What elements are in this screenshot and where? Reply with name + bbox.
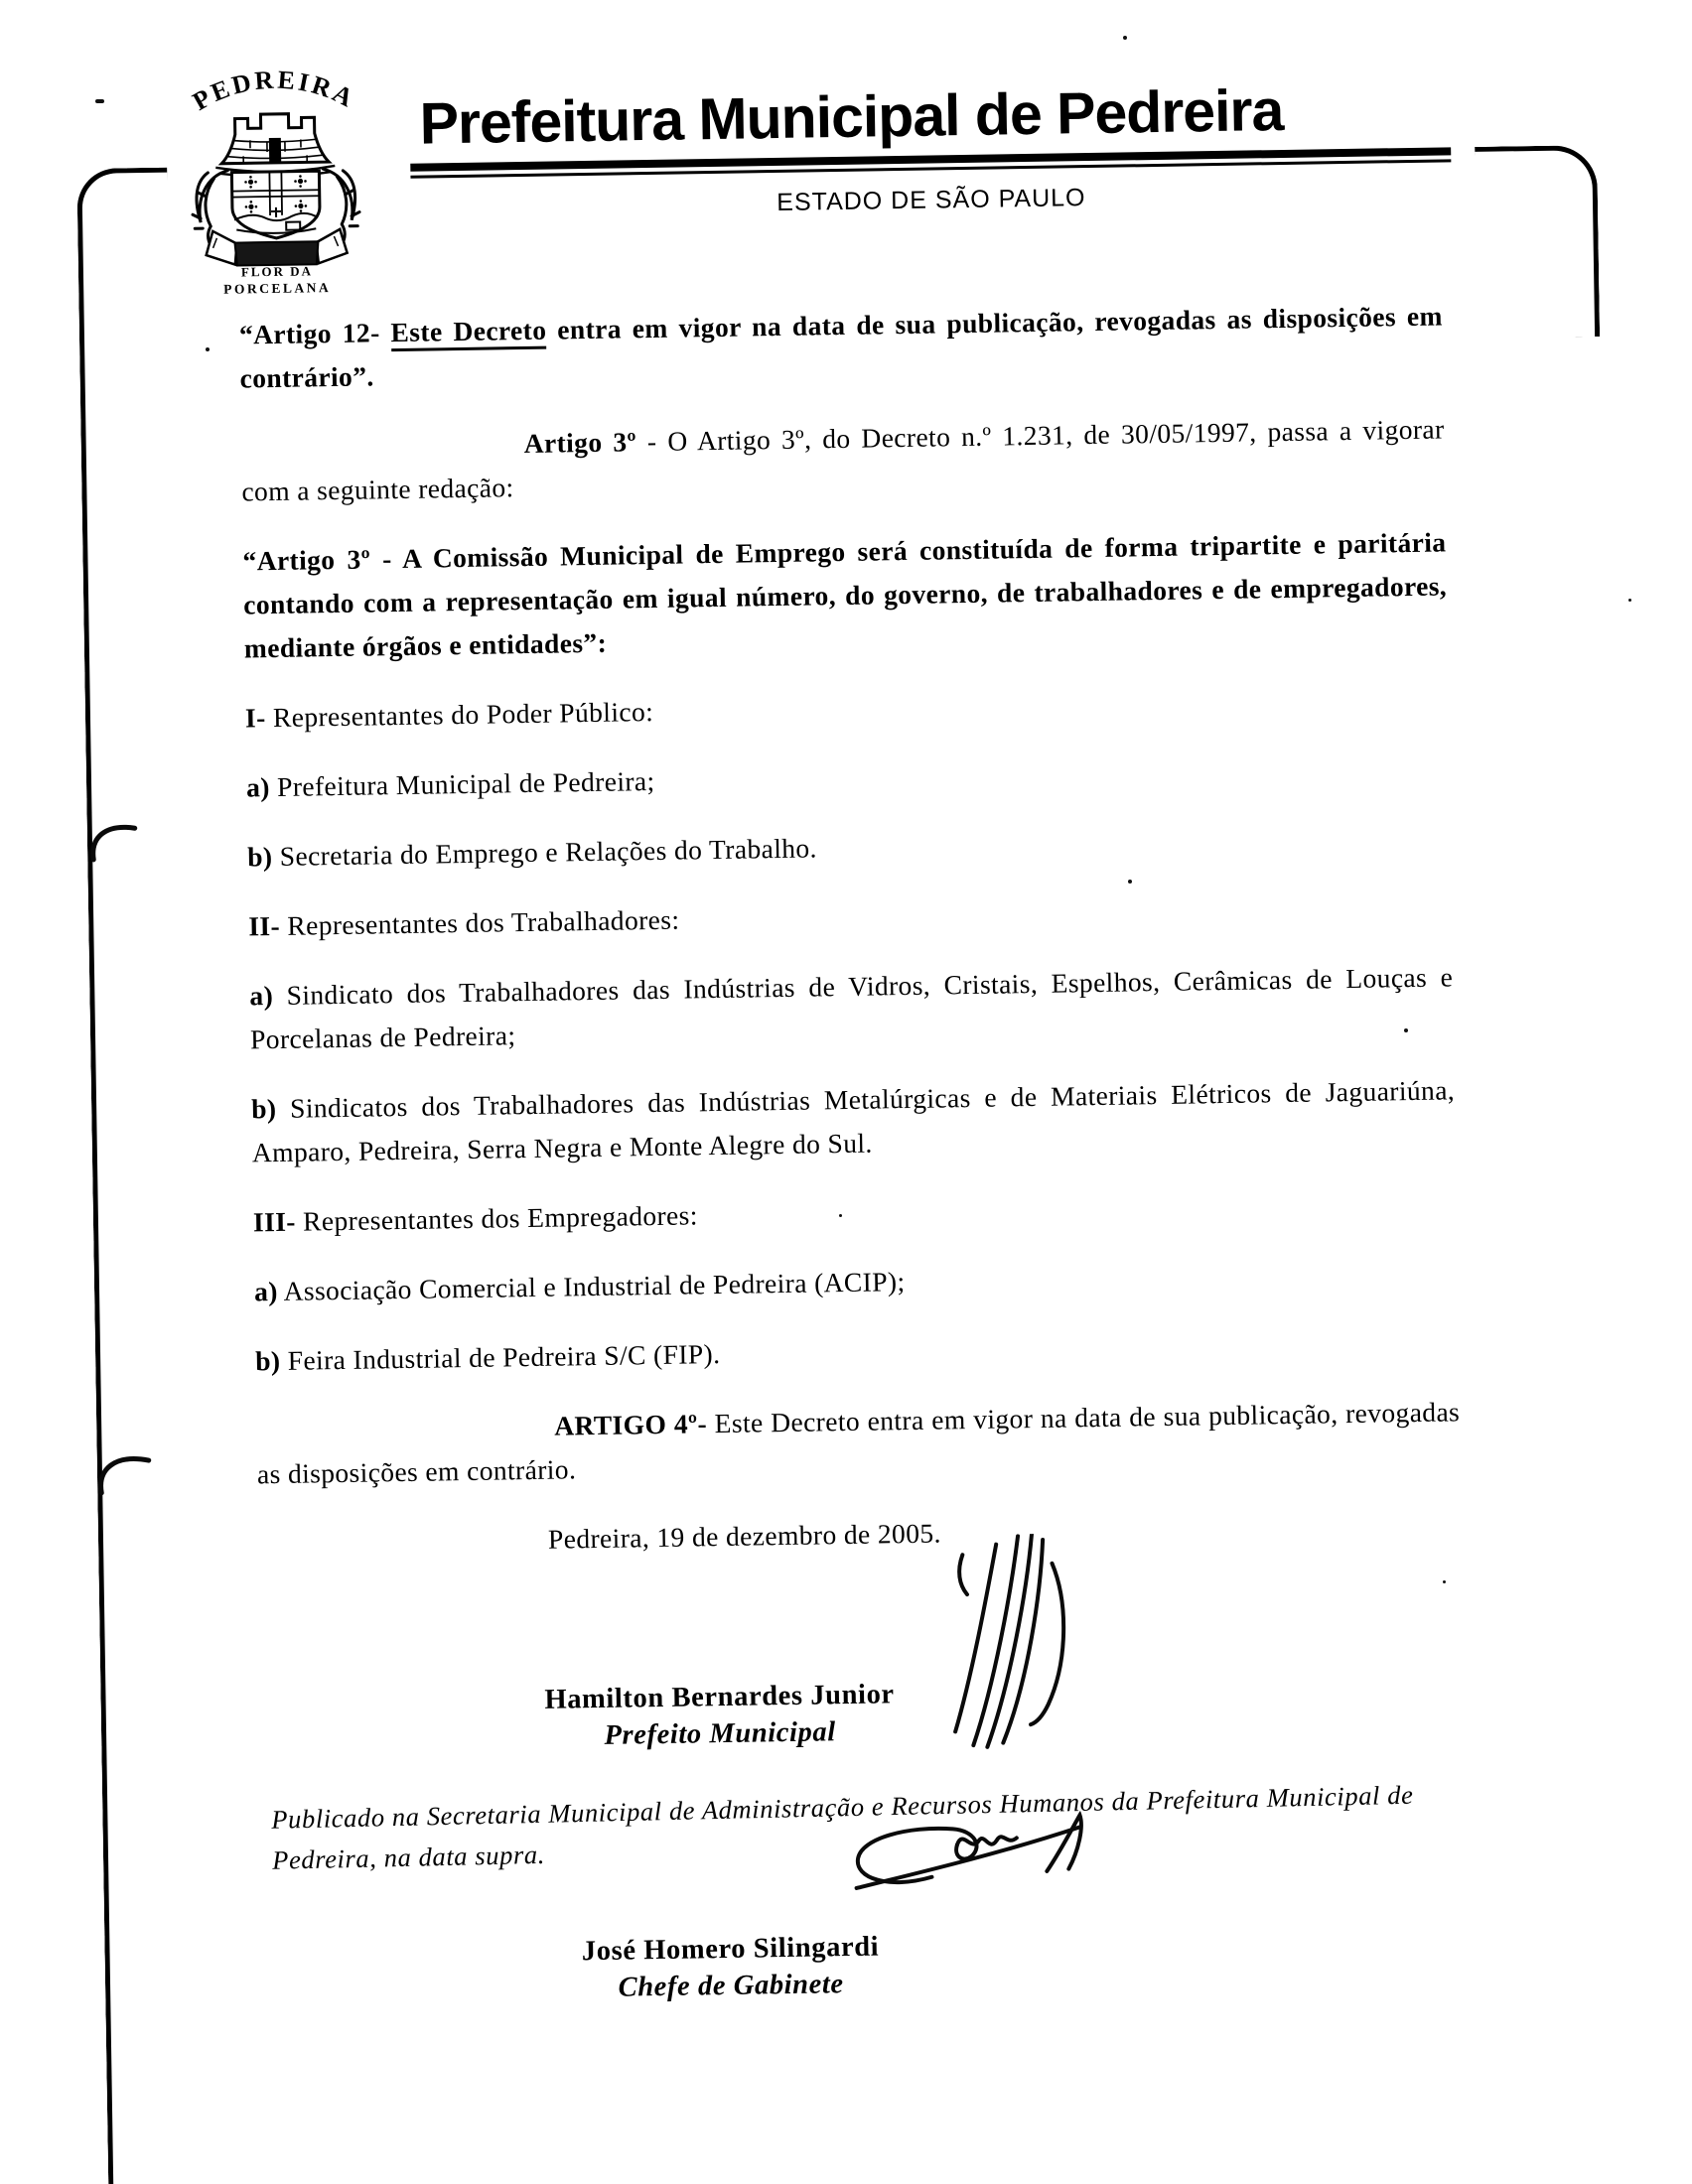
- list-item: [254, 1251, 1459, 1313]
- section-heading-2: [248, 886, 1453, 948]
- mayor-signature-ink: [901, 1533, 1082, 1754]
- scan-noise-dot: [1628, 599, 1631, 602]
- paragraph-artigo3-intro: [240, 407, 1445, 513]
- artigo12-prefix: “Artigo 12-: [238, 317, 391, 350]
- crest-shield: [231, 171, 320, 238]
- scan-noise-dot: [95, 99, 104, 103]
- pen-mark: [89, 819, 142, 868]
- section-heading-1: [245, 677, 1450, 740]
- artigo12-underlined: Este Decreto: [390, 315, 546, 351]
- item-text: Feira Industrial de Pedreira S/C (FIP).: [287, 1338, 721, 1376]
- section-heading-3: [253, 1181, 1458, 1244]
- item-text: Prefeitura Municipal de Pedreira;: [276, 764, 655, 802]
- list-item: [255, 1320, 1460, 1383]
- section-1-number: I-: [244, 702, 266, 734]
- page-frame-left: [76, 168, 200, 2184]
- scan-noise-dot: [839, 1214, 842, 1217]
- item-text: Secretaria do Emprego e Relações do Trabalho.: [279, 832, 818, 872]
- signature-block-chief: [492, 1930, 969, 2006]
- chief-name: José Homero Silingardi: [581, 1931, 880, 1968]
- crest-motto-line1: FLOR DA: [240, 263, 314, 280]
- decree-body: [239, 294, 1463, 1591]
- paragraph-artigo12: [239, 294, 1444, 400]
- list-item: [249, 955, 1454, 1061]
- scan-noise-dot: [1123, 36, 1127, 40]
- scan-noise-dot: [206, 347, 210, 351]
- list-item: [246, 747, 1451, 809]
- item-label: b): [254, 1344, 281, 1377]
- section-2-number: II-: [248, 909, 281, 942]
- artigo3-label: Artigo 3º: [523, 426, 637, 460]
- header-subtitle: ESTADO DE SÃO PAULO: [776, 184, 1086, 216]
- pen-mark: [97, 1450, 156, 1501]
- letterhead: [409, 77, 1452, 222]
- item-label: a): [249, 980, 274, 1012]
- list-item: [251, 1068, 1456, 1174]
- item-label: a): [245, 771, 271, 803]
- scan-noise-dot: [1128, 880, 1132, 884]
- item-text: Associação Comercial e Industrial de Pedreira (ACIP);: [283, 1266, 906, 1306]
- item-text: Sindicatos dos Trabalhadores das Indústrias Metalúrgicas e de Materiais Elétricos de Jaguariúna, Amparo, Pedreira, Serra Negra e Monte Alegre do Sul.: [251, 1074, 1456, 1168]
- item-label: b): [246, 841, 273, 873]
- crest-crown-door: [269, 138, 281, 163]
- crest-city-name: PEDREIRA: [188, 67, 360, 116]
- paragraph-artigo3-quote: “Artigo 3º - A Comissão Municipal de Emprego será constituída de forma tripartite e paritária contando com a representação em igual número, do governo, de trabalhadores e de empregadores, mediante órgãos e entidades”:: [242, 526, 1448, 664]
- section-3-number: III-: [252, 1205, 297, 1238]
- paragraph-artigo4: [256, 1390, 1461, 1496]
- scan-noise-dot: [1443, 1580, 1446, 1583]
- artigo12-suffix: entra em vigor na data de sua publicação, revogadas as disposições em contrário”.: [239, 300, 1444, 394]
- publication-note: Publicado na Secretaria Municipal de Administração e Recursos Humanos da Prefeitura Municipal de Pedreira, na data supra.: [270, 1779, 1414, 1875]
- chief-signature-ink: [835, 1811, 1115, 1914]
- dateline: Pedreira, 19 de dezembro de 2005.: [547, 1517, 942, 1555]
- mayor-name: Hamilton Bernardes Junior: [544, 1679, 895, 1715]
- artigo4-label: ARTIGO 4º-: [554, 1408, 708, 1441]
- chief-role: Chefe de Gabinete: [618, 1969, 844, 2003]
- signature-block-mayor: [481, 1678, 958, 1754]
- municipal-crest: [155, 67, 399, 301]
- artigo4-text: Este Decreto entra em vigor na data de sua publicação, revogadas as disposições em contrário.: [256, 1396, 1461, 1490]
- section-3-title: Representantes dos Empregadores:: [302, 1199, 699, 1237]
- item-text: Sindicato dos Trabalhadores das Indústrias de Vidros, Cristais, Espelhos, Cerâmicas de Louças e Porcelanas de Pedreira;: [249, 961, 1454, 1055]
- crest-motto-line2: PORCELANA: [223, 280, 332, 297]
- mayor-role: Prefeito Municipal: [604, 1716, 836, 1751]
- list-item: [247, 816, 1452, 879]
- section-1-title: Representantes do Poder Público:: [272, 695, 654, 734]
- page-title: Prefeitura Municipal de Pedreira: [419, 76, 1284, 157]
- scan-noise-dot: [1404, 1028, 1408, 1032]
- artigo3-text: - O Artigo 3º, do Decreto n.º 1.231, de 30/05/1997, passa a vigorar com a seguinte redação:: [241, 413, 1445, 507]
- page-frame-right-corner: [1475, 145, 1600, 339]
- item-label: a): [253, 1276, 279, 1307]
- item-label: b): [250, 1093, 277, 1125]
- crest-graphic: [155, 67, 399, 301]
- section-2-title: Representantes dos Trabalhadores:: [287, 903, 680, 941]
